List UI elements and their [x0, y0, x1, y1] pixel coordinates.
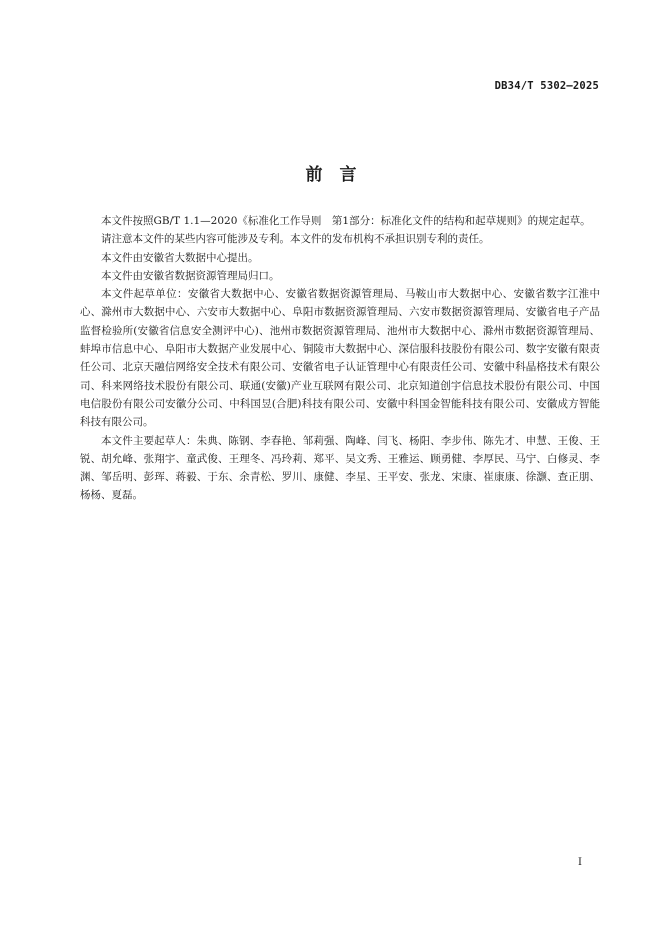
paragraph-administrator: 本文件由安徽省数据资源管理局归口。: [101, 269, 280, 282]
page-number: I: [578, 857, 582, 868]
paragraph-drafters: 本文件主要起草人：朱典、陈钢、李春艳、邹莉强、陶峰、闫飞、杨阳、李步伟、陈先才、申慧、王俊、王锐、胡允峰、张翔宇、童武俊、王理冬、冯玲莉、郑平、吴文秀、王雅运、顾勇健、李厚民、马宁、白修灵、李渊、邹岳明、彭珲、蒋毅、于东、余青松、罗川、康健、李星、王平安、张龙、宋康、崔康康、徐灏、查正朋、杨杨、夏磊。: [80, 434, 600, 502]
document-body: [80, 212, 600, 505]
paragraph-drafting-rules: 本文件按照GB/T 1.1—2020《标准化工作导则 第1部分：标准化文件的结构和起草规则》的规定起草。: [101, 215, 591, 227]
paragraph-drafting-units: 本文件起草单位：安徽省大数据中心、安徽省数据资源管理局、马鞍山市大数据中心、安徽省数字江淮中心、滁州市大数据中心、六安市大数据中心、阜阳市数据资源管理局、六安市数据资源管理局、安徽省电子产品监督检验所(安徽省信息安全测评中心)、池州市数据资源管理局、池州市大数据中心、滁州市数据资源管理局、蚌埠市信息中心、阜阳市大数据产业发展中心、铜陵市大数据中心、深信服科技股份有限公司、数字安徽有限责任公司、北京天融信网络安全技术有限公司、安徽省电子认证管理中心有限责任公司、安徽中科晶格技术有限公司、科来网络技术股份有限公司、联通(安徽)产业互联网有限公司、北京知道创宇信息技术股份有限公司、中国电信股份有限公司安徽分公司、中科国昱(合肥)科技有限公司、安徽中科国金智能科技有限公司、安徽成方智能科技有限公司。: [80, 288, 600, 429]
section-title: 前 言: [305, 165, 357, 185]
paragraph-patent-notice: 请注意本文件的某些内容可能涉及专利。本文件的发布机构不承担识别专利的责任。: [101, 233, 490, 246]
paragraph-proposer: 本文件由安徽省大数据中心提出。: [101, 251, 259, 264]
document-code: DB34/T 5302—2025: [494, 80, 599, 92]
